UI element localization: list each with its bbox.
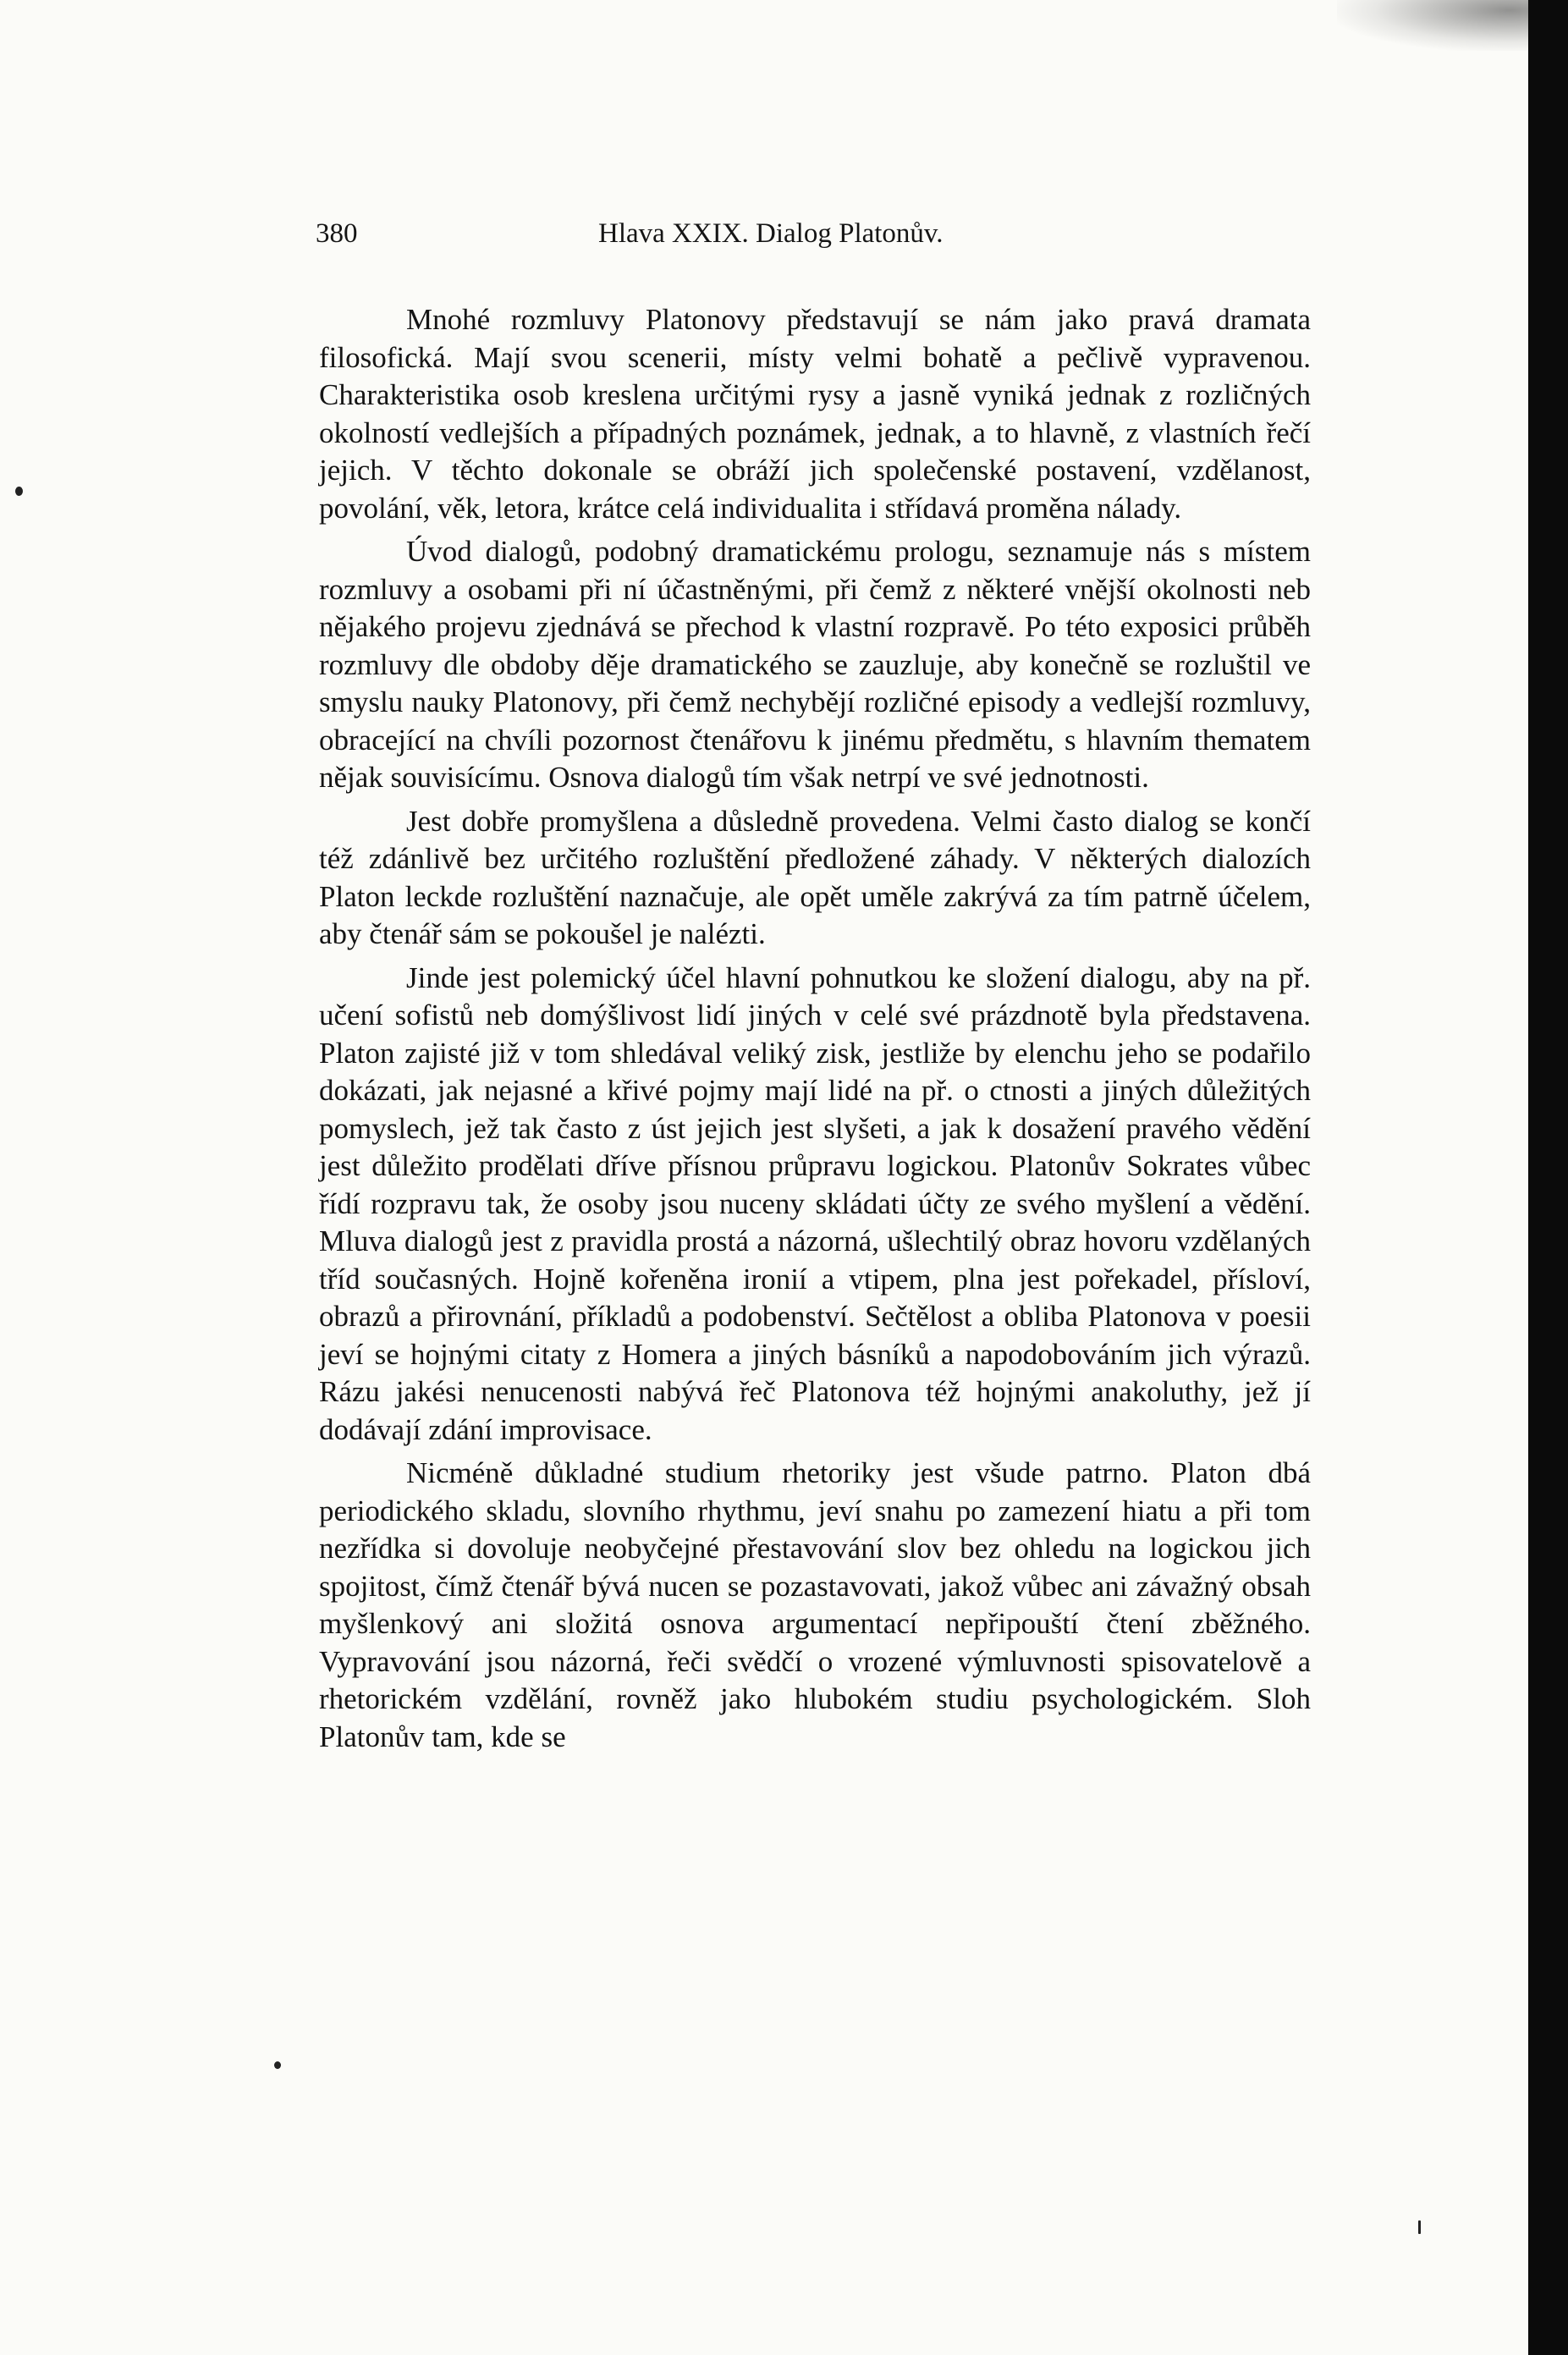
page-number: 380 [316, 218, 358, 249]
scan-speck [15, 487, 23, 496]
paragraph: Nicméně důkladné studium rhetoriky jest všude patrno. Platon dbá periodického skladu, slovního rhythmu, jeví snahu po zamezení hiatu a při tom nezřídka si dovoluje neobyčejné přestavování slov bez ohledu na logickou jich spojitost, čímž čtenář bývá nucen se pozastavovati, jakož vůbec ani závažný obsah myšlenkový ani složitá osnova argumentací nepřipouští čtení zběžného. Vypravování jsou názorná, řeči svědčí o vrozené výmluvnosti spisovatelově a rhetorickém vzdělání, rovněž jako hlubokém studiu psychologickém. Sloh Platonův tam, kde se [319, 1456, 1311, 1753]
scan-border [1528, 0, 1568, 2355]
paragraph: Úvod dialogů, podobný dramatickému prologu, seznamuje nás s místem rozmluvy a osobami při ní účastněnými, při čemž z některé vnější okolnosti neb nějakého projevu zjednává se přechod k vlastní rozpravě. Po této exposici průběh rozmluvy dle obdoby děje dramatického se zauzluje, aby konečně se rozluštil ve smyslu nauky Platonovy, při čemž nechybějí rozličné episody a vedlejší rozmluvy, obracející na chvíli pozornost čtenářovu k jinému předmětu, s hlavním thematem nějak souvisícímu. Osnova dialogů tím však netrpí ve své jednotnosti. [319, 535, 1311, 794]
paragraph: Jinde jest polemický účel hlavní pohnutkou ke složení dialogu, aby na př. učení sofistů neb domýšlivost lidí jiných v celé své prázdnotě byla představena. Platon zajisté již v tom shledával veliký zisk, jestliže by elenchu jeho se podařilo dokázati, jak nejasné a křivé pojmy mají lidé na př. o ctnosti a jiných důležitých pomyslech, jež tak často z úst jejich jest slyšeti, a jak k dosažení pravého vědění jest důležito prodělati dříve přísnou průpravu logickou. Platonův Sokrates vůbec řídí rozpravu tak, že osoby jsou nuceny skládati účty ze svého myšlení a vědění. Mluva dialogů jest z pravidla prostá a názorná, ušlechtilý obraz hovoru vzdělaných tříd současných. Hojně kořeněna ironií a vtipem, plna jest pořekadel, přísloví, obrazů a přirovnání, příkladů a podobenství. Sečtělost a obliba Platonova v poesii jeví se hojnými citaty z Homera a jiných básníků a napodobováním jich výrazů. Rázu jakési nenucenosti nabývá řeč Platonova též hojnými anakoluthy, jež jí dodávají zdání improvisace. [319, 960, 1311, 1446]
running-header [316, 218, 1314, 257]
paragraph: Mnohé rozmluvy Platonovy představují se nám jako pravá dramata filosofická. Mají svou scenerii, místy velmi bohatě a pečlivě vypravenou. Charakteristika osob kreslena určitými rysy a jasně vyniká jednak z rozličných okolností vedlejších a případných poznámek, jednak, a to hlavně, z vlastních řečí jejich. V těchto dokonale se obráží jich společenské postavení, vzdělanost, povolání, věk, letora, krátce celá individualita i střídavá proměna nálady. [319, 303, 1311, 525]
scan-smudge [1337, 0, 1528, 51]
running-title: Hlava XXIX. Dialog Platonův. [598, 218, 944, 249]
paragraph: Jest dobře promyšlena a důsledně provedena. Velmi často dialog se končí též zdánlivě bez určitého rozluštění předložené záhady. V některých dialozích Platon leckde rozluštění naznačuje, ale opět uměle zakrývá za tím patrně účelem, aby čtenář sám se pokoušel je nalézti. [319, 804, 1311, 950]
scan-speck [1418, 2220, 1421, 2234]
scan-speck [274, 2061, 281, 2069]
body-text [319, 301, 1311, 1756]
